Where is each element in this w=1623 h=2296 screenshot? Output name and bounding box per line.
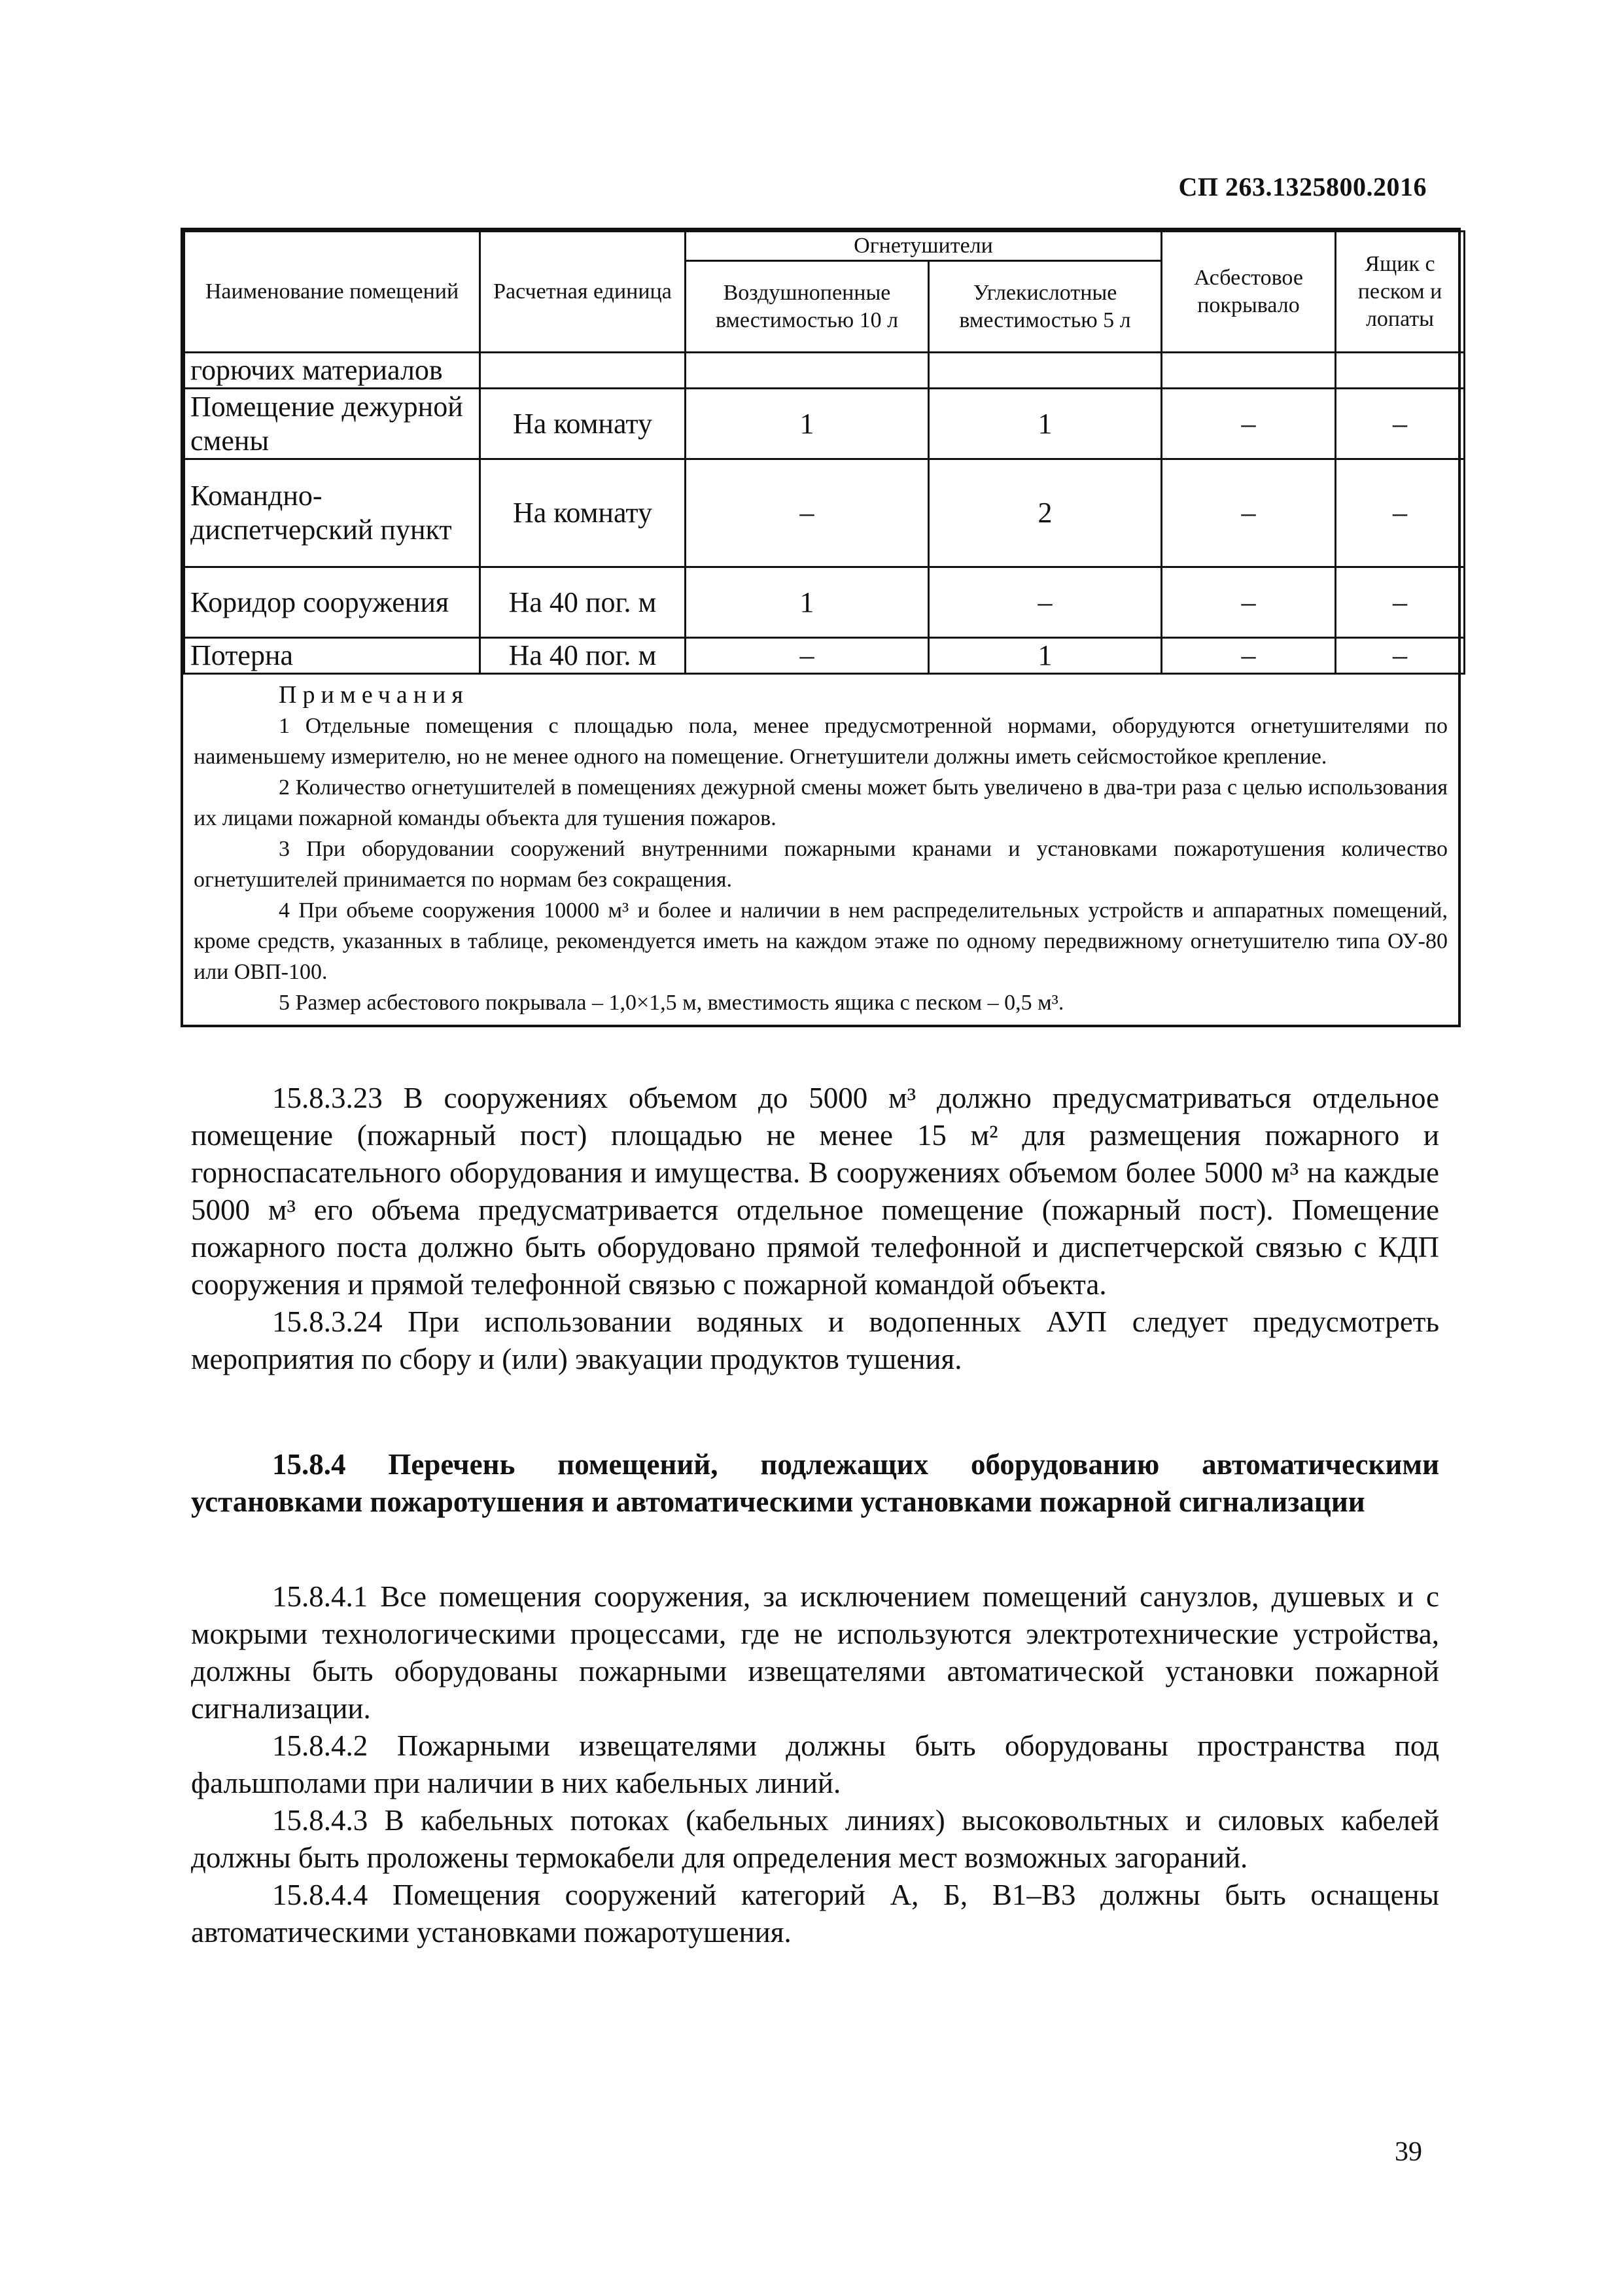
cell-blanket: – — [1162, 459, 1336, 567]
paragraph: 15.8.3.24 При использовании водяных и водопенных АУП следует предусмотреть мероприятия по сбору и (или) эвакуации продуктов тушения. — [191, 1305, 1439, 1375]
cell-unit: На 40 пог. м — [480, 567, 686, 638]
page-number: 39 — [1395, 2137, 1422, 2167]
document-code: СП 263.1325800.2016 — [1178, 172, 1427, 202]
paragraph: 15.8.4.4 Помещения сооружений категорий А, Б, В1–В3 должны быть оснащены автоматическими установками пожаротушения. — [191, 1879, 1439, 1949]
cell-room-name: горючих материалов — [184, 353, 480, 389]
notes-heading: Примечания — [279, 681, 469, 709]
body-paragraphs-top — [191, 1080, 1439, 1378]
cell-room-name: Коридор сооружения — [184, 567, 480, 638]
cell-sandbox: – — [1336, 459, 1465, 567]
table-row — [184, 638, 1465, 674]
cell-unit — [480, 353, 686, 389]
table-row — [184, 567, 1465, 638]
cell-foam — [686, 353, 929, 389]
cell-foam: – — [686, 459, 929, 567]
table-row — [184, 459, 1465, 567]
cell-blanket — [1162, 353, 1336, 389]
paragraph: 15.8.4.3 В кабельных потоках (кабельных линиях) высоковольтных и силовых кабелей должны быть проложены термокабели для определения мест возможных загораний. — [191, 1804, 1439, 1874]
cell-sandbox: – — [1336, 638, 1465, 674]
cell-sandbox — [1336, 353, 1465, 389]
note-item: 5 Размер асбестового покрывала – 1,0×1,5 м, вместимость ящика с песком – 0,5 м³. — [279, 991, 1064, 1015]
header-co2-extinguisher: Углекислотные вместимостью 5 л — [929, 261, 1162, 353]
header-sandbox: Ящик с песком и лопаты — [1336, 232, 1465, 353]
cell-blanket: – — [1162, 389, 1336, 459]
cell-blanket: – — [1162, 638, 1336, 674]
cell-room-name: Командно-диспетчерский пункт — [184, 459, 480, 567]
body-paragraphs-bottom — [191, 1578, 1439, 1951]
equipment-table — [181, 228, 1461, 1027]
cell-room-name: Потерна — [184, 638, 480, 674]
header-foam-extinguisher: Воздушнопенные вместимостью 10 л — [686, 261, 929, 353]
cell-co2: – — [929, 567, 1162, 638]
cell-co2 — [929, 353, 1162, 389]
extinguisher-table — [183, 230, 1465, 675]
cell-co2: 1 — [929, 389, 1162, 459]
note-item: 2 Количество огнетушителей в помещениях дежурной смены может быть увеличено в два-три раза с целью использования их лицами пожарной команды объекта для тушения пожаров. — [194, 775, 1448, 830]
note-item: 1 Отдельные помещения с площадью пола, менее предусмотренной нормами, оборудуются огнетушителями по наименьшему измерителю, но не менее одного на помещение. Огнетушители должны иметь сейсмостойкое крепление. — [194, 714, 1448, 769]
cell-foam: 1 — [686, 567, 929, 638]
paragraph: 15.8.4.1 Все помещения сооружения, за исключением помещений санузлов, душевых и с мокрыми технологическими процессами, где не используются электротехнические устройства, должны быть оборудованы пожарными извещателями автоматической установки пожарной сигнализации. — [191, 1580, 1439, 1725]
paragraph: 15.8.3.23 В сооружениях объемом до 5000 м³ должно предусматриваться отдельное помещение (пожарный пост) площадью не менее 15 м² для размещения пожарного и горноспасательного оборудования и имущества. В сооружениях объемом более 5000 м³ на каждые 5000 м³ его объема предусматривается отдельное помещение (пожарный пост). Помещение пожарного поста должно быть оборудовано прямой телефонной и диспетчерской связью с КДП сооружения и прямой телефонной связью с пожарной командой объекта. — [191, 1082, 1439, 1301]
cell-foam: 1 — [686, 389, 929, 459]
table-row — [184, 389, 1465, 459]
note-item: 4 При объеме сооружения 10000 м³ и более и наличии в нем распределительных устройств и аппаратных помещений, кроме средств, указанных в таблице, рекомендуется иметь на каждом этаже по одному передвижному огнетушителю типа ОУ-80 или ОВП-100. — [194, 898, 1448, 984]
header-room-name: Наименование помещений — [184, 232, 480, 353]
cell-room-name: Помещение дежурной смены — [184, 389, 480, 459]
note-item: 3 При оборудовании сооружений внутренними пожарными кранами и установками пожаротушения количество огнетушителей принимается по нормам без сокращения. — [194, 837, 1448, 892]
cell-sandbox: – — [1336, 567, 1465, 638]
cell-co2: 2 — [929, 459, 1162, 567]
cell-co2: 1 — [929, 638, 1162, 674]
paragraph: 15.8.4.2 Пожарными извещателями должны быть оборудованы пространства под фальшполами при наличии в них кабельных линий. — [191, 1729, 1439, 1799]
cell-unit: На комнату — [480, 389, 686, 459]
section-heading-text: 15.8.4 Перечень помещений, подлежащих оборудованию автоматическими установками пожаротушения и автоматическими установками пожарной сигнализации — [191, 1448, 1439, 1518]
table-notes — [183, 675, 1458, 1025]
cell-unit: На комнату — [480, 459, 686, 567]
table-row — [184, 353, 1465, 389]
cell-sandbox: – — [1336, 389, 1465, 459]
cell-foam: – — [686, 638, 929, 674]
section-heading — [191, 1446, 1439, 1521]
cell-unit: На 40 пог. м — [480, 638, 686, 674]
header-asbestos-blanket: Асбестовое покрывало — [1162, 232, 1336, 353]
cell-blanket: – — [1162, 567, 1336, 638]
header-extinguishers: Огнетушители — [686, 232, 1162, 261]
header-unit: Расчетная единица — [480, 232, 686, 353]
